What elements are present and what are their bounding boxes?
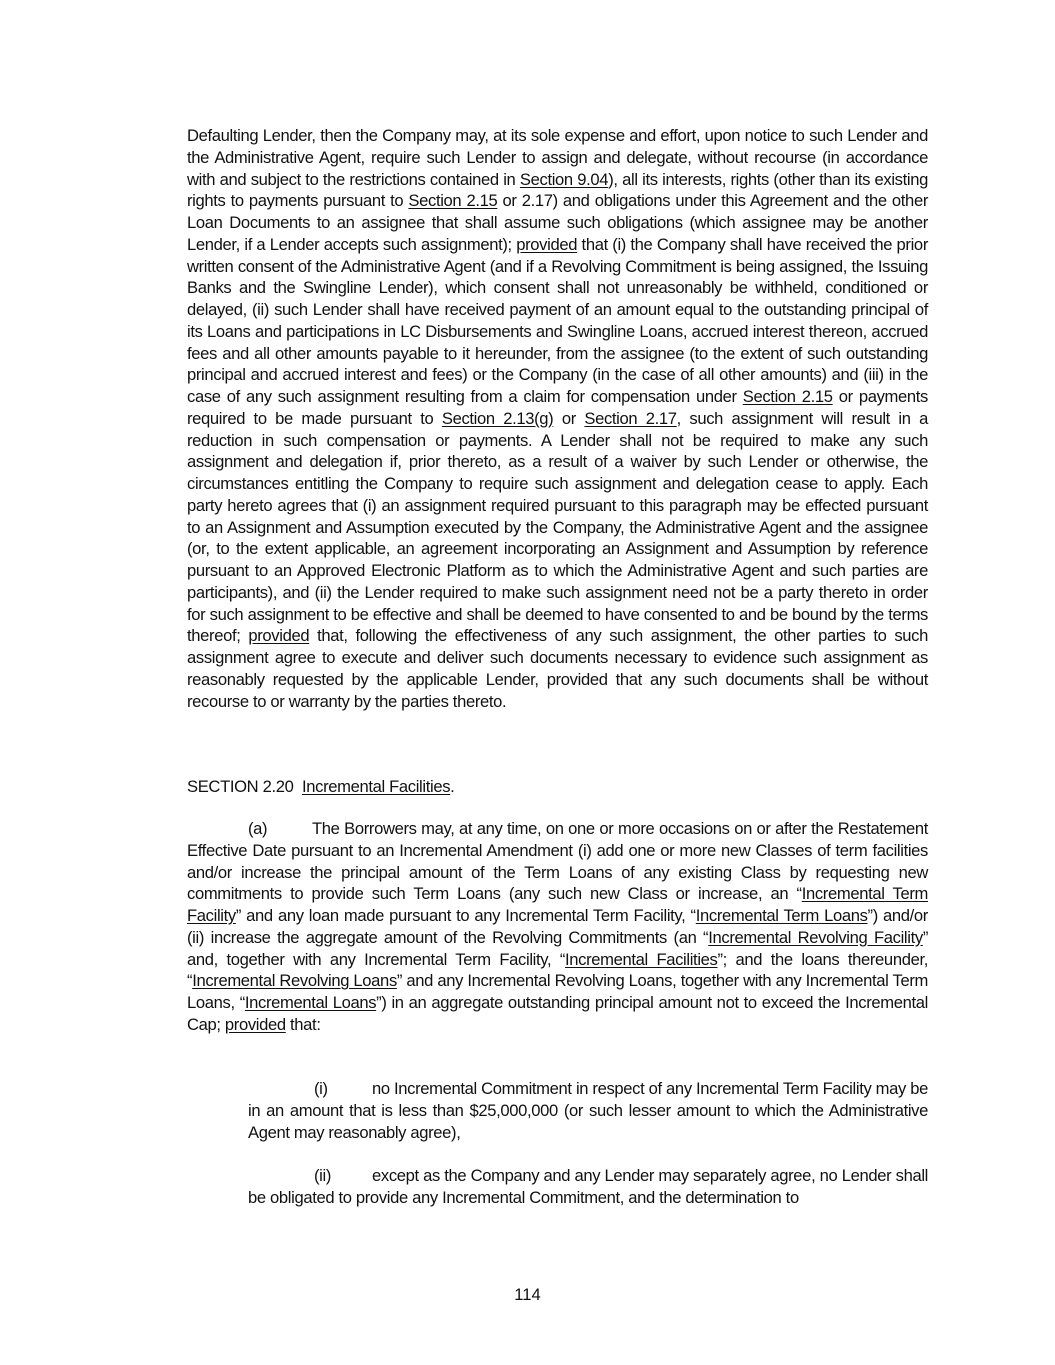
- text-run: ” and any loan made pursuant to any Incremental Term Facility, “: [235, 906, 696, 925]
- defined-term: Incremental Revolving Loans: [192, 971, 397, 991]
- provided-term: provided: [516, 234, 578, 254]
- text-run: or 2.17) and obligations under this Agreement and the other Loan Documents to an assignee that shall assume such obligations (which assignee may be another Lender, if a Lender accepts such assignment);: [187, 191, 928, 254]
- text-run: that (i) the Company shall have received the prior written consent of the Administrative Agent (and if a Revolving Commitment is being assigned, the Issuing Banks and the Swingline Lender), which consent shall not unreasonably be withheld, conditioned or delayed, (ii) such Lender shall have received payment of an amount equal to the outstanding principal of its Loans and participations in LC Disbursements and Swingline Loans, accrued interest thereon, accrued fees and all other amounts payable to it hereunder, from the assignee (to the extent of such outstanding principal and accrued interest and fees) or the Company (in the case of all other amounts) and (iii) in the case of any such assignment resulting from a claim for compensation under: [187, 234, 928, 406]
- section-number: SECTION 2.20: [187, 777, 294, 796]
- defined-term: Incremental Term Loans: [695, 906, 868, 925]
- provided-term: provided: [224, 1014, 286, 1034]
- defined-term: Incremental Facilities: [565, 949, 718, 969]
- text-run: ”) in an aggregate outstanding principal amount not to exceed the Incremental Cap;: [187, 993, 928, 1034]
- paragraph-a: [187, 818, 928, 1036]
- defined-term: Incremental Term Facility: [187, 884, 929, 925]
- text-run: Defaulting Lender, then the Company may, at its sole expense and effort, upon notice to such Lender and the Administrative Agent, require such Lender to assign and delegate, without recourse (in accordance with and subject to the restrictions contained in: [187, 126, 928, 189]
- text-run: ” and, together with any Incremental Term Facility, “: [187, 927, 929, 969]
- item-label: (i): [314, 1079, 328, 1098]
- section-ref-2-15: Section 2.15: [742, 387, 833, 406]
- section-ref-2-15: Section 2.15: [408, 191, 498, 211]
- text-run: ” and any Incremental Revolving Loans, together with any Incremental Term Loans, “: [187, 971, 928, 1012]
- paragraph-label: (a): [248, 819, 268, 838]
- section-title-period: .: [450, 777, 455, 796]
- text-run: ), all its interests, rights (other than its existing rights to payments pursuant to: [187, 169, 928, 211]
- section-ref-9-04: Section 9.04: [519, 169, 609, 189]
- paragraph-intro: [187, 125, 928, 712]
- text-run: or payments required to be made pursuant to: [187, 387, 928, 428]
- text-run: ”; and the loans thereunder, “: [187, 949, 928, 991]
- page-number: 114: [514, 1285, 541, 1304]
- list-item-ii: [248, 1165, 928, 1209]
- section-heading: [187, 776, 928, 798]
- provided-term: provided: [248, 626, 310, 646]
- section-title: Incremental Facilities: [302, 777, 451, 796]
- section-ref-2-13g: Section 2.13(g): [441, 408, 554, 428]
- item-text: except as the Company and any Lender may separately agree, no Lender shall be obligated to provide any Incremental Commitment, and the determination to: [248, 1166, 928, 1207]
- section-ref-2-17: Section 2.17: [584, 408, 677, 428]
- text-run: , such assignment will result in a reduction in such compensation or payments. A Lender shall not be required to make any such assignment and delegation if, prior thereto, as a result of a waiver by such Lender or otherwise, the circumstances entitling the Company to require such assignment and delegation cease to apply. Each party hereto agrees that (i) an assignment required pursuant to this paragraph may be effected pursuant to an Assignment and Assumption executed by the Company, the Administrative Agent and the assignee (or, to the extent applicable, an agreement incorporating an Assignment and Assumption by reference pursuant to an Approved Electronic Platform as to which the Administrative Agent and such parties are participants), and (ii) the Lender required to make such assignment need not be a party thereto in order for such assignment to be effective and shall be deemed to have consented to and be bound by the terms thereof;: [187, 408, 928, 646]
- defined-term: Incremental Revolving Facility: [708, 927, 923, 947]
- item-label: (ii): [314, 1166, 332, 1185]
- text-run: that:: [285, 1014, 321, 1034]
- text-run: or: [553, 408, 585, 428]
- text-run: that, following the effectiveness of any such assignment, the other parties to such assignment agree to execute and deliver such documents necessary to evidence such assignment as reasonably requested by the applicable Lender, provided that any such documents shall be without recourse to or warranty by the parties thereto.: [187, 626, 929, 711]
- text-run: The Borrowers may, at any time, on one or more occasions on or after the Restatement Effective Date pursuant to an Incremental Amendment (i) add one or more new Classes of term facilities and/or increase the principal amount of the Term Loans of any existing Class by requesting new commitments to provide such Term Loans (any such new Class or increase, an “: [187, 819, 928, 904]
- defined-term: Incremental Loans: [244, 993, 377, 1012]
- item-text: no Incremental Commitment in respect of any Incremental Term Facility may be in an amount that is less than $25,000,000 (or such lesser amount to which the Administrative Agent may reasonably agree),: [248, 1079, 928, 1142]
- text-run: ”) and/or (ii) increase the aggregate amount of the Revolving Commitments (an “: [187, 906, 928, 947]
- list-item-i: [248, 1078, 928, 1143]
